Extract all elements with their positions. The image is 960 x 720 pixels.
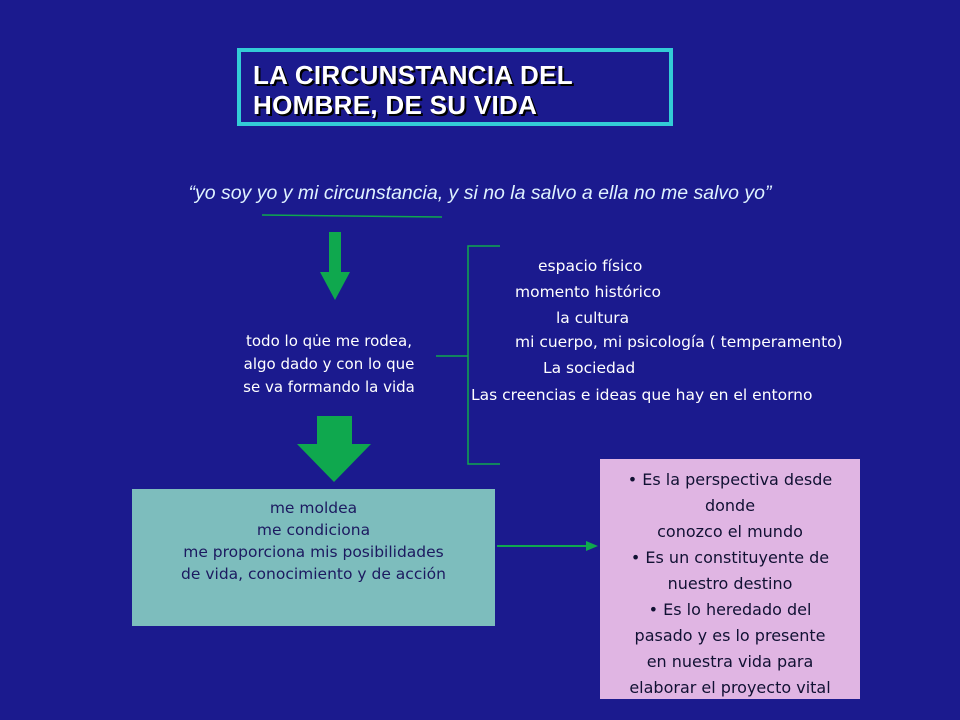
perspective-point-2 — [600, 545, 860, 597]
point-3-line-4: elaborar el proyecto vital — [629, 678, 831, 697]
title-box — [237, 48, 673, 126]
circumstance-definition — [222, 330, 436, 399]
definition-line-2: algo dado y con lo que — [243, 355, 415, 373]
effect-line-3: me proporciona mis posibilidades — [183, 543, 444, 561]
aspects-bracket — [468, 246, 500, 464]
definition-line-3: se va formando la vida — [243, 378, 415, 396]
aspect-cuerpo-psicologia: mi cuerpo, mi psicología ( temperamento) — [515, 333, 843, 351]
title-line-1: LA CIRCUNSTANCIA DEL — [253, 60, 573, 90]
point-1-line-2: donde — [704, 496, 756, 515]
title-line-2: HOMBRE, DE SU VIDA — [253, 90, 538, 120]
point-1-line-1: Es la perspectiva desde — [642, 470, 833, 489]
perspective-point-1 — [600, 467, 860, 545]
aspect-sociedad: La sociedad — [543, 359, 636, 377]
bullet: • — [627, 470, 638, 489]
effects-box — [132, 489, 495, 626]
effect-line-4: de vida, conocimiento y de acción — [181, 565, 446, 583]
point-2-line-2: nuestro destino — [667, 574, 793, 593]
down-arrow-small — [320, 232, 350, 300]
bullet: • — [648, 600, 658, 619]
down-arrow-large — [297, 416, 371, 482]
point-3-line-1: Es lo heredado del — [663, 600, 812, 619]
effect-line-1: me moldea — [269, 499, 358, 517]
point-3-line-2: pasado y es lo presente — [634, 626, 826, 645]
ortega-quote: “yo soy yo y mi circunstancia, y si no la salvo a ella no me salvo yo” — [188, 182, 772, 204]
aspect-espacio-fisico: espacio físico — [538, 257, 643, 275]
right-arrow-head — [586, 541, 598, 551]
perspective-point-3 — [600, 597, 860, 701]
point-3-line-3: en nuestra vida para — [646, 652, 814, 671]
aspect-creencias-ideas: Las creencias e ideas que hay en el entorno — [471, 386, 813, 404]
definition-line-1: todo lo qu̇e me rodea, — [246, 332, 412, 350]
point-1-line-3: conozco el mundo — [657, 522, 803, 541]
aspect-momento-historico: momento histórico — [515, 283, 661, 301]
point-2-line-1: Es un constituyente de — [645, 548, 830, 567]
aspect-cultura: la cultura — [556, 309, 630, 327]
perspective-box — [600, 459, 860, 699]
bullet: • — [630, 548, 641, 567]
quote-underline — [262, 215, 442, 217]
effect-line-2: me condiciona — [256, 521, 371, 539]
